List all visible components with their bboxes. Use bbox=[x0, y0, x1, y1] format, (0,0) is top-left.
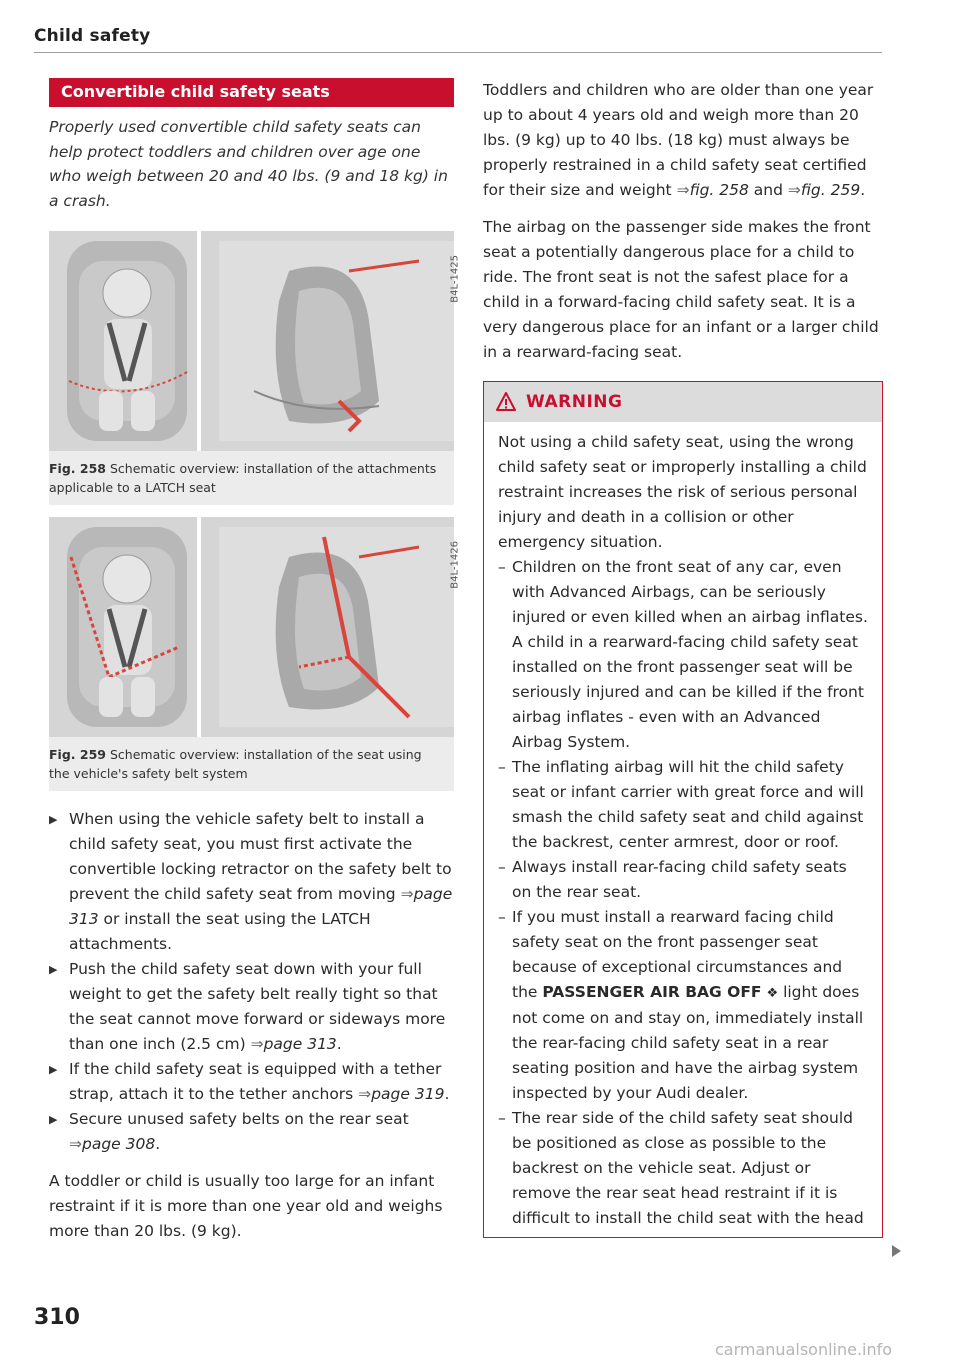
paragraph bbox=[483, 78, 883, 203]
panel-divider bbox=[197, 231, 201, 451]
paragraph-text: and bbox=[748, 181, 783, 199]
list-item-text: Secure unused safety belts on the rear seat bbox=[69, 1110, 409, 1128]
figure-code: B4L-1425 bbox=[450, 255, 461, 303]
arrow-icon: ⇒ bbox=[400, 885, 414, 903]
arrow-icon: ⇒ bbox=[676, 181, 690, 199]
reference-text: page 313 bbox=[69, 885, 453, 928]
list-item-text-end: or install the seat using the LATCH attachments. bbox=[69, 910, 371, 953]
watermark: carmanualsonline.info bbox=[715, 1340, 893, 1359]
reference-text: fig. 259 bbox=[800, 181, 861, 199]
warning-title: WARNING bbox=[526, 392, 623, 412]
reference-text: page 319 bbox=[371, 1085, 445, 1103]
warning-intro: Not using a child safety seat, using the wrong child safety seat or improperly installing a child restraint increases the risk of serious personal injury and death in a collision or other emergency situation. bbox=[498, 433, 867, 551]
list-item-text: Push the child safety seat down with your full weight to get the safety belt really tight so that the seat cannot move forward or sideways more than one inch (2.5 cm) bbox=[69, 960, 446, 1053]
bullet-triangle-icon: ▶ bbox=[49, 813, 58, 826]
panel-divider bbox=[197, 517, 201, 737]
list-item bbox=[49, 1107, 454, 1157]
arrow-icon: ⇒ bbox=[250, 1035, 264, 1053]
warning-item-text: The inflating airbag will hit the child safety seat or infant carrier with great force and will smash the child safety seat and child against the backrest, center armrest, door or roof. bbox=[512, 758, 864, 851]
dash-marker: – bbox=[498, 758, 506, 776]
page-number: 310 bbox=[34, 1305, 80, 1330]
figure-label: Fig. 258 bbox=[49, 461, 106, 476]
bullet-triangle-icon: ▶ bbox=[49, 1113, 58, 1126]
list-item-text-end: . bbox=[444, 1085, 450, 1103]
arrow-icon: ⇒ bbox=[69, 1135, 82, 1153]
warning-box bbox=[483, 381, 883, 1238]
warning-item bbox=[498, 555, 870, 755]
passenger-airbag-off-label: PASSENGER AIR BAG OFF bbox=[542, 983, 762, 1001]
figure-caption-text: Schematic overview: installation of the attachments applicable to a LATCH seat bbox=[49, 461, 437, 495]
warning-header bbox=[484, 382, 882, 422]
right-column bbox=[483, 78, 883, 1238]
figure-258 bbox=[49, 231, 461, 505]
closing-paragraph: A toddler or child is usually too large for an infant restraint if it is more than one year old and weighs more than 20 lbs. (9 kg). bbox=[49, 1172, 443, 1240]
warning-body bbox=[484, 422, 882, 1237]
left-column bbox=[49, 78, 461, 1244]
reference-text: page 313 bbox=[263, 1035, 337, 1053]
bullet-triangle-icon: ▶ bbox=[49, 1063, 58, 1076]
page-reference-link[interactable] bbox=[251, 1035, 337, 1053]
figure-code: B4L-1426 bbox=[450, 541, 461, 589]
reference-text: fig. 258 bbox=[689, 181, 749, 199]
list-item-text: If the child safety seat is equipped with a tether strap, attach it to the tether anchors bbox=[69, 1060, 442, 1103]
airbag-off-indicator-icon: ❖ bbox=[766, 986, 779, 1001]
list-item-text-end: . bbox=[336, 1035, 342, 1053]
warning-triangle-icon bbox=[496, 392, 516, 412]
warning-item-text: light does not come on and stay on, immediately install the rear-facing child safety seat in a rear seating position and have the airbag system inspected by your Audi dealer. bbox=[512, 983, 864, 1102]
dash-marker: – bbox=[498, 558, 506, 576]
figure-reference-link[interactable] bbox=[788, 181, 860, 199]
dash-marker: – bbox=[498, 858, 506, 876]
list-item bbox=[49, 1057, 454, 1107]
instruction-list bbox=[49, 807, 454, 1157]
list-item bbox=[49, 957, 454, 1057]
warning-item-text: Always install rear-facing child safety seats on the rear seat. bbox=[512, 858, 847, 901]
paragraph-text: . bbox=[860, 181, 866, 199]
dash-marker: – bbox=[498, 908, 506, 926]
warning-item-text: The rear side of the child safety seat should be positioned as close as possible to the backrest on the vehicle seat. Adjust or remove the rear seat head restraint if it is difficult to install the child seat with the head bbox=[512, 1109, 864, 1227]
list-item-text-end: . bbox=[155, 1135, 161, 1153]
arrow-icon: ⇒ bbox=[787, 181, 801, 199]
warning-item bbox=[498, 1106, 870, 1231]
belt-seat-illustration bbox=[49, 517, 454, 737]
figure-259-illustration bbox=[49, 517, 461, 737]
paragraph-text: Toddlers and children who are older than one year up to about 4 years old and weigh more than 20 lbs. (9 kg) up to 40 lbs. (18 kg) must always be properly restrained in a child safety seat certified for their size and weight bbox=[483, 81, 874, 199]
warning-item-text: If you must install a rearward facing child safety seat on the front passenger seat because of exceptional circumstances and the bbox=[512, 908, 843, 1001]
dash-marker: – bbox=[498, 1109, 506, 1127]
page-reference-link[interactable] bbox=[358, 1085, 444, 1103]
figure-label: Fig. 259 bbox=[49, 747, 106, 762]
figure-caption bbox=[49, 451, 454, 505]
figure-reference-link[interactable] bbox=[677, 181, 749, 199]
section-intro: Properly used convertible child safety seats can help protect toddlers and children over age one who weigh between 20 and 40 lbs. (9 and 18 kg) in a crash. bbox=[49, 118, 448, 210]
arrow-icon: ⇒ bbox=[358, 1085, 372, 1103]
bullet-triangle-icon: ▶ bbox=[49, 963, 58, 976]
paragraph: The airbag on the passenger side makes the front seat a potentially dangerous place for a child to ride. The front seat is not the safest place for a child in a forward-facing child safety seat. It is a very dangerous place for an infant or a larger child in a rearward-facing seat. bbox=[483, 218, 879, 361]
continue-arrow-icon bbox=[892, 1245, 901, 1257]
header-divider bbox=[34, 52, 882, 53]
chapter-title: Child safety bbox=[34, 26, 151, 46]
warning-item bbox=[498, 855, 870, 905]
figure-258-illustration bbox=[49, 231, 461, 451]
page-reference-link[interactable] bbox=[69, 1135, 155, 1153]
warning-item bbox=[498, 905, 870, 1106]
reference-text: page 308 bbox=[82, 1135, 156, 1153]
list-item bbox=[49, 807, 454, 957]
section-heading: Convertible child safety seats bbox=[49, 78, 454, 107]
warning-item-text: Children on the front seat of any car, even with Advanced Airbags, can be seriously injured or even killed when an airbag inflates. A child in a rearward-facing child safety seat installed on the front passenger seat will be seriously injured and can be killed if the front airbag inflates - even with an Advanced Airbag System. bbox=[512, 558, 868, 751]
figure-caption-text: Schematic overview: installation of the seat using the vehicle's safety belt system bbox=[49, 747, 422, 781]
figure-caption bbox=[49, 737, 454, 791]
latch-seat-illustration bbox=[49, 231, 454, 451]
warning-item bbox=[498, 755, 870, 855]
figure-259 bbox=[49, 517, 461, 791]
list-item-text: When using the vehicle safety belt to install a child safety seat, you must first activate the convertible locking retractor on the safety belt to prevent the child safety seat from moving bbox=[69, 810, 452, 903]
